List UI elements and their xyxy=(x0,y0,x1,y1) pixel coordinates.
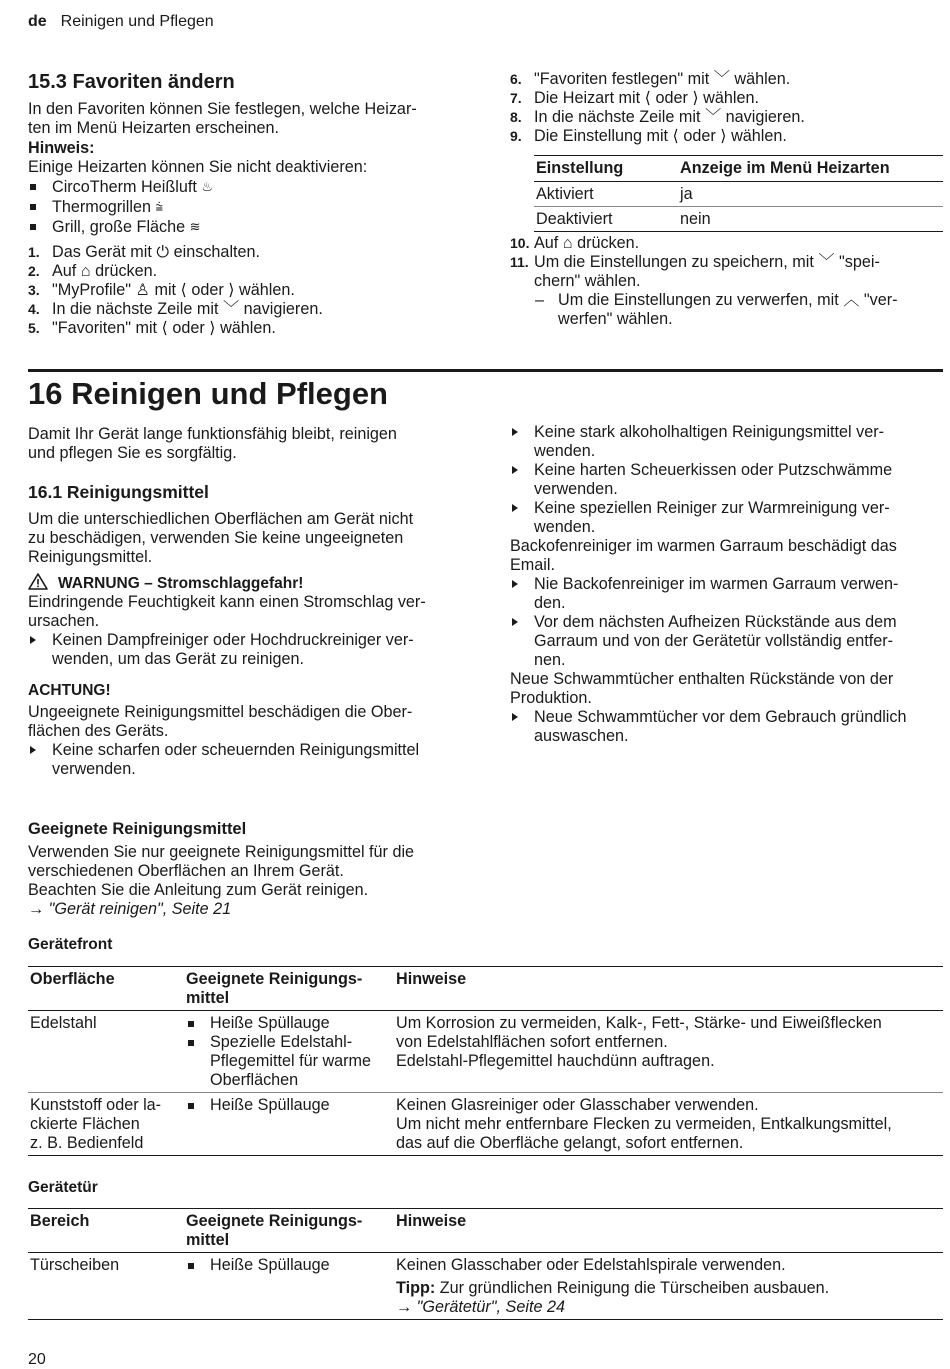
step-text: Die Heizart mit ⟨ oder ⟩ wählen. xyxy=(534,89,759,107)
action-text: Nie Backofenreiniger im warmen Garraum verwen- xyxy=(534,575,899,593)
cross-reference-link[interactable]: → "Gerät reinigen", Seite 21 xyxy=(28,900,232,918)
intro-line: ten im Menü Heizarten erscheinen. xyxy=(28,119,280,137)
action-item xyxy=(510,708,943,746)
step-item xyxy=(510,234,943,253)
intro-line: und pflegen Sie es sorgfältig. xyxy=(28,444,237,462)
table-cell: ja xyxy=(678,182,943,207)
note-line: Keinen Glasreiniger oder Glasschaber verwenden. xyxy=(396,1096,759,1114)
thermogrill-icon: ⩭ xyxy=(155,199,164,214)
action-text: verwenden. xyxy=(534,480,618,498)
dash-text: werfen" wählen. xyxy=(558,310,673,328)
geraetefront-title: Gerätefront xyxy=(28,936,113,953)
steps-list-final xyxy=(510,234,943,291)
table-row xyxy=(28,1011,943,1093)
table-cell xyxy=(184,1093,394,1156)
table-cell xyxy=(394,1253,943,1320)
warning-heading xyxy=(28,573,468,593)
action-text: wenden, um das Gerät zu reinigen. xyxy=(52,650,304,668)
agents-list xyxy=(186,1256,392,1275)
step-item xyxy=(510,70,943,89)
oven-text: Email. xyxy=(510,556,555,574)
warning-triangle-icon xyxy=(28,573,48,590)
list-item-label: CircoTherm Heißluft xyxy=(52,178,197,196)
action-item xyxy=(28,741,468,779)
action-text: Garraum und von der Gerätetür vollständig entfer- xyxy=(534,632,894,650)
table-header: Geeignete Reinigungs- mittel xyxy=(184,967,394,1011)
intro-line: zu beschädigen, verwenden Sie keine ungeeigneten xyxy=(28,529,404,547)
step-number: 9. xyxy=(510,128,522,144)
table-row xyxy=(28,1093,943,1156)
table-cell: Türscheiben xyxy=(28,1253,184,1320)
warning-title: WARNUNG – Stromschlaggefahr! xyxy=(58,575,304,592)
geeignete-text: verschiedenen Oberflächen an Ihrem Gerät. xyxy=(28,862,344,880)
action-text: auswaschen. xyxy=(534,727,629,745)
list-item-label: Grill, große Fläche xyxy=(52,218,186,236)
warning-text: Eindringende Feuchtigkeit kann einen Stromschlag ver- xyxy=(28,593,426,611)
table-header-row xyxy=(28,967,943,1011)
step-item xyxy=(28,243,458,262)
action-item xyxy=(510,423,943,461)
geeignete-title: Geeignete Reinigungsmittel xyxy=(28,820,247,838)
step-number: 6. xyxy=(510,71,522,87)
step-item xyxy=(28,262,458,281)
step-item xyxy=(510,89,943,108)
running-header xyxy=(28,12,214,31)
hinweis-text: Einige Heizarten können Sie nicht deaktivieren: xyxy=(28,158,368,176)
list-item xyxy=(28,177,458,197)
step-text: "Favoriten" mit ⟨ oder ⟩ wählen. xyxy=(52,319,276,337)
step-number: 2. xyxy=(28,263,40,279)
page-number: 20 xyxy=(28,1351,46,1368)
step-text: In die nächste Zeile mit ﹀ navigieren. xyxy=(534,108,805,126)
section-16-1-intro xyxy=(28,510,468,567)
step-item xyxy=(28,281,458,300)
table-header: Hinweise xyxy=(394,1209,943,1253)
heizarten-list xyxy=(28,177,458,237)
table-cell xyxy=(394,1011,943,1093)
step-item xyxy=(510,127,943,146)
tipp-line xyxy=(396,1279,941,1298)
sponge-actions xyxy=(510,708,943,746)
table-cell: Kunststoff oder la- ckierte Flächen z. B. Bedienfeld xyxy=(28,1093,184,1156)
list-item-label: Thermogrillen xyxy=(52,198,151,216)
steps-after-table xyxy=(510,234,943,329)
table-cell xyxy=(184,1253,394,1320)
step-number: 10. xyxy=(510,235,530,251)
table-cell: Aktiviert xyxy=(534,182,678,207)
list-item: Spezielle Edelstahl- Pflegemittel für warme Oberflächen xyxy=(186,1033,392,1090)
intro-line: Damit Ihr Gerät lange funktionsfähig bleibt, reinigen xyxy=(28,425,397,443)
action-text: nen. xyxy=(534,651,566,669)
achtung-heading: ACHTUNG! xyxy=(28,682,111,699)
step-number: 4. xyxy=(28,301,40,317)
step-text: Das Gerät mit ⏻ einschalten. xyxy=(52,243,261,261)
chapter-16-title: 16 Reinigen und Pflegen xyxy=(28,376,388,411)
action-text: Keine harten Scheuerkissen oder Putzschwämme xyxy=(534,461,893,479)
action-text: wenden. xyxy=(534,518,596,536)
header-title: Reinigen und Pflegen xyxy=(60,13,214,30)
table-header: Einstellung xyxy=(534,156,678,182)
step-number: 3. xyxy=(28,282,40,298)
dash-text: – Um die Einstellungen zu verwerfen, mit ︿ "ver- xyxy=(558,291,898,309)
action-text: den. xyxy=(534,594,566,612)
action-text: Keine speziellen Reiniger zur Warmreinigung ver- xyxy=(534,499,890,517)
step-text: Die Einstellung mit ⟨ oder ⟩ wählen. xyxy=(534,127,787,145)
table-cell: Edelstahl xyxy=(28,1011,184,1093)
action-item xyxy=(510,499,943,537)
cross-reference-link[interactable]: → "Gerätetür", Seite 24 xyxy=(396,1298,565,1316)
table-header: Geeignete Reinigungs- mittel xyxy=(184,1209,394,1253)
section-15-3-intro xyxy=(28,100,458,138)
intro-line: Reinigungsmittel. xyxy=(28,548,153,566)
note-line: Edelstahl-Pflegemittel hauchdünn auftragen. xyxy=(396,1052,715,1070)
achtung-text: Ungeeignete Reinigungsmittel beschädigen die Ober- xyxy=(28,703,413,721)
action-item xyxy=(510,461,943,499)
step-text: "Favoriten festlegen" mit ﹀ wählen. xyxy=(534,70,791,88)
intro-line: In den Favoriten können Sie festlegen, welche Heizar- xyxy=(28,100,417,118)
action-item xyxy=(28,631,468,669)
note-line: Keinen Glasschaber oder Edelstahlspirale verwenden. xyxy=(396,1256,786,1274)
list-item: Heiße Spüllauge xyxy=(186,1014,392,1033)
list-item: Heiße Spüllauge xyxy=(186,1256,392,1275)
fan-icon: ♨ xyxy=(201,179,213,194)
sponge-text: Produktion. xyxy=(510,689,592,707)
table-row xyxy=(534,182,943,207)
table-header: Oberfläche xyxy=(28,967,184,1011)
tipp-text: Zur gründlichen Reinigung die Türscheiben ausbauen. xyxy=(435,1279,830,1297)
step-text: Auf ⌂ drücken. xyxy=(534,234,640,252)
geraetetuer-title: Gerätetür xyxy=(28,1179,98,1196)
geeignete-text: Verwenden Sie nur geeignete Reinigungsmittel für die xyxy=(28,843,415,861)
geraetetuer-table xyxy=(28,1208,943,1320)
dash-list xyxy=(510,291,943,329)
step-item xyxy=(28,319,458,338)
action-text: wenden. xyxy=(534,442,596,460)
step-text: Auf ⌂ drücken. xyxy=(52,262,158,280)
achtung-actions-right xyxy=(510,423,943,537)
agents-list xyxy=(186,1014,392,1090)
step-number: 7. xyxy=(510,90,522,106)
list-item xyxy=(28,197,458,217)
chapter-rule xyxy=(28,369,943,372)
achtung-text: flächen des Geräts. xyxy=(28,722,169,740)
geeignete-text: Beachten Sie die Anleitung zum Gerät reinigen. xyxy=(28,881,369,899)
note-line: Um nicht mehr entfernbare Flecken zu vermeiden, Entkalkungsmittel, xyxy=(396,1115,892,1133)
warning-text: ursachen. xyxy=(28,612,100,630)
action-item xyxy=(510,575,943,613)
warning-actions xyxy=(28,631,468,669)
table-cell xyxy=(184,1011,394,1093)
note-line: Um Korrosion zu vermeiden, Kalk-, Fett-, Stärke- und Eiweißflecken xyxy=(396,1014,882,1032)
section-16-1-title: 16.1 Reinigungsmittel xyxy=(28,482,209,502)
dash-item xyxy=(534,291,943,329)
step-text: "MyProfile" ♙ mit ⟨ oder ⟩ wählen. xyxy=(52,281,295,299)
chapter-16-right xyxy=(510,423,943,746)
list-item: Heiße Spüllauge xyxy=(186,1096,392,1115)
action-text: Keine scharfen oder scheuernden Reinigungsmittel xyxy=(52,741,420,759)
table-header: Hinweise xyxy=(394,967,943,1011)
step-number: 1. xyxy=(28,244,40,260)
action-text: Keinen Dampfreiniger oder Hochdruckreiniger ver- xyxy=(52,631,414,649)
sponge-text: Neue Schwammtücher enthalten Rückstände von der xyxy=(510,670,894,688)
action-text: Keine stark alkoholhaltigen Reinigungsmittel ver- xyxy=(534,423,885,441)
step-number: 8. xyxy=(510,109,522,125)
action-text: Vor dem nächsten Aufheizen Rückstände aus dem xyxy=(534,613,897,631)
note-line: das auf die Oberfläche gelangt, sofort entfernen. xyxy=(396,1134,744,1152)
step-text: Um die Einstellungen zu speichern, mit ﹀ "spei- xyxy=(534,253,880,271)
note-line: von Edelstahlflächen sofort entfernen. xyxy=(396,1033,668,1051)
achtung-actions-left xyxy=(28,741,468,779)
geeignete-section xyxy=(28,820,478,919)
oven-text: Backofenreiniger im warmen Garraum beschädigt das xyxy=(510,537,897,555)
header-lang: de xyxy=(28,13,47,30)
table-header: Bereich xyxy=(28,1209,184,1253)
geraetefront-table xyxy=(28,966,943,1156)
section-15-3-title: 15.3 Favoriten ändern xyxy=(28,71,235,93)
step-number: 11. xyxy=(510,254,529,270)
section-15-3-right xyxy=(510,70,943,146)
step-text: In die nächste Zeile mit ﹀ navigieren. xyxy=(52,300,323,318)
action-item xyxy=(510,613,943,670)
section-15-3-left xyxy=(28,70,458,338)
grill-icon: ≋ xyxy=(189,219,201,234)
table-header-row xyxy=(534,156,943,182)
table-cell xyxy=(394,1093,943,1156)
step-number: 5. xyxy=(28,320,40,336)
table-cell: Deaktiviert xyxy=(534,207,678,232)
agents-list xyxy=(186,1096,392,1115)
table-cell: nein xyxy=(678,207,943,232)
chapter-16-left xyxy=(28,425,468,779)
table-row xyxy=(28,1253,943,1320)
tipp-label: Tipp: xyxy=(396,1279,436,1297)
action-text: Neue Schwammtücher vor dem Gebrauch gründlich xyxy=(534,708,907,726)
table-header-row xyxy=(28,1209,943,1253)
list-item xyxy=(28,217,458,237)
intro-line: Um die unterschiedlichen Oberflächen am Gerät nicht xyxy=(28,510,414,528)
step-text: chern" wählen. xyxy=(534,272,641,290)
steps-list-right xyxy=(510,70,943,146)
table-row xyxy=(534,207,943,232)
settings-table xyxy=(534,155,943,232)
action-text: verwenden. xyxy=(52,760,136,778)
table-header: Anzeige im Menü Heizarten xyxy=(678,156,943,182)
steps-list-left xyxy=(28,243,458,338)
step-item xyxy=(510,108,943,127)
step-item xyxy=(28,300,458,319)
oven-actions xyxy=(510,575,943,670)
step-item xyxy=(510,253,943,291)
hinweis-label: Hinweis: xyxy=(28,139,95,157)
